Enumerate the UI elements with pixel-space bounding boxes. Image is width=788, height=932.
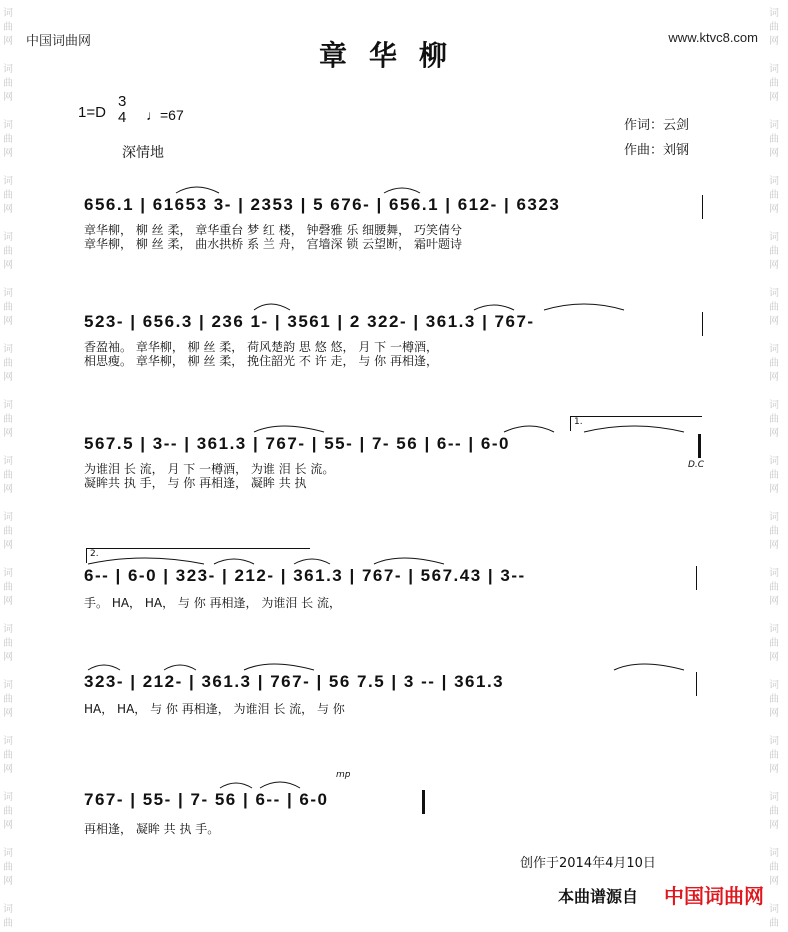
watermark-char: 网 (3, 708, 13, 719)
lyrics-verse-1: 章华柳， 柳 丝 柔， 章华重台 梦 红 楼， 钟磬雅 乐 细腰舞， 巧笑倩兮 (84, 223, 462, 237)
watermark-char: 词 (769, 232, 779, 243)
barline (702, 312, 703, 336)
watermark-char: 曲 (3, 78, 13, 89)
watermark-char: 词 (769, 904, 779, 915)
volta-second-ending: 2. (86, 548, 310, 563)
watermark-char: 词 (3, 680, 13, 691)
creation-date: 创作于2014年4月10日 (520, 856, 656, 871)
slur-marks (84, 181, 704, 195)
watermark-char: 网 (3, 596, 13, 607)
watermark-char: 网 (3, 652, 13, 663)
watermark-char: 词 (769, 120, 779, 131)
watermark-char: 词 (3, 512, 13, 523)
barline (696, 566, 697, 590)
watermark-char: 曲 (3, 694, 13, 705)
watermark-char: 词 (3, 904, 13, 915)
watermark-char: 词 (769, 512, 779, 523)
watermark-char: 网 (3, 428, 13, 439)
watermark-char: 网 (3, 36, 13, 47)
watermark-char: 曲 (3, 470, 13, 481)
watermark-char: 词 (769, 288, 779, 299)
lyrics-verse-1: 再相逢， 凝眸 共 执 手。 (84, 822, 220, 836)
lyrics-verse-2: 相思瘦。 章华柳， 柳 丝 柔， 挽住韶光 不 许 走， 与 你 再相逢， (84, 354, 438, 368)
watermark-char: 词 (3, 288, 13, 299)
watermark-char: 词 (769, 568, 779, 579)
final-barline (422, 790, 425, 814)
lyrics-verse-1: 为谁泪 长 流， 月 下 一樽酒， 为谁 泪 长 流。 (84, 462, 335, 476)
site-name-top-left: 中国词曲网 (26, 34, 92, 49)
song-title: 章华柳 (318, 39, 469, 72)
watermark-char: 词 (3, 400, 13, 411)
watermark-char: 词 (769, 400, 779, 411)
watermark-char: 词 (769, 176, 779, 187)
watermark-char: 曲 (769, 526, 779, 537)
watermark-char: 词 (769, 344, 779, 355)
watermark-char: 曲 (3, 750, 13, 761)
lyrics-verse-1: 手。 HA， HA， 与 你 再相逢， 为谁泪 长 流， (84, 596, 341, 610)
watermark-char: 网 (769, 708, 779, 719)
watermark-char: 网 (3, 316, 13, 327)
watermark-char: 词 (3, 456, 13, 467)
composer-credit: 作曲：刘钢 (624, 143, 690, 158)
watermark-char: 网 (769, 148, 779, 159)
watermark-char: 网 (769, 260, 779, 271)
watermark-right (769, 0, 785, 932)
lyrics-verse-2: 凝眸共 执 手， 与 你 再相逢， 凝眸 共 执 (84, 476, 307, 490)
meter-bottom: 4 (118, 109, 127, 126)
watermark-char: 网 (769, 428, 779, 439)
site-url-top-right: www.ktvc8.com (668, 30, 758, 45)
watermark-char: 曲 (769, 134, 779, 145)
meter-top: 3 (118, 93, 127, 110)
watermark-char: 词 (3, 8, 13, 19)
watermark-char: 词 (769, 792, 779, 803)
watermark-char: 曲 (3, 582, 13, 593)
note-line: 567.5 | 3-- | 361.3 | 767- | 55- | 7- 56 | 6-- | 6-0 (84, 434, 510, 453)
watermark-char: 词 (769, 736, 779, 747)
note-line: 6-- | 6-0 | 323- | 212- | 361.3 | 767- | 567.43 | 3-- (84, 566, 526, 585)
watermark-char: 词 (769, 8, 779, 19)
watermark-char: 网 (769, 596, 779, 607)
lyrics-verse-1: HA， HA， 与 你 再相逢， 为谁泪 长 流， 与 你 (84, 702, 345, 716)
watermark-char: 网 (769, 820, 779, 831)
key-signature: 1=D (78, 104, 106, 121)
watermark-char: 曲 (769, 78, 779, 89)
watermark-char: 曲 (3, 358, 13, 369)
watermark-char: 曲 (769, 470, 779, 481)
watermark-char: 网 (3, 372, 13, 383)
dynamic-marking: mp (336, 770, 351, 780)
watermark-char: 网 (3, 148, 13, 159)
watermark-left (3, 0, 19, 932)
watermark-char: 曲 (3, 806, 13, 817)
volta-first-ending: 1. (570, 416, 702, 431)
watermark-char: 网 (769, 484, 779, 495)
watermark-char: 曲 (3, 918, 13, 929)
note-line: 523- | 656.3 | 236 1- | 3561 | 2 322- | 361.3 | 767- (84, 312, 535, 331)
slur-marks (84, 298, 704, 312)
barline (696, 672, 697, 696)
watermark-char: 网 (3, 764, 13, 775)
watermark-char: 曲 (3, 638, 13, 649)
watermark-char: 曲 (769, 414, 779, 425)
watermark-char: 网 (769, 876, 779, 887)
source-label: 本曲谱源自 (558, 887, 639, 906)
watermark-char: 网 (769, 204, 779, 215)
source-site-name: 中国词曲网 (664, 884, 764, 908)
watermark-char: 曲 (769, 302, 779, 313)
watermark-char: 曲 (3, 302, 13, 313)
watermark-char: 曲 (3, 134, 13, 145)
watermark-char: 词 (769, 624, 779, 635)
watermark-char: 曲 (769, 358, 779, 369)
watermark-char: 网 (769, 372, 779, 383)
watermark-char: 曲 (769, 918, 779, 929)
watermark-char: 网 (3, 204, 13, 215)
watermark-char: 曲 (769, 694, 779, 705)
watermark-char: 网 (3, 92, 13, 103)
watermark-char: 词 (3, 792, 13, 803)
watermark-char: 网 (769, 540, 779, 551)
watermark-char: 曲 (769, 246, 779, 257)
watermark-char: 网 (769, 652, 779, 663)
watermark-char: 曲 (769, 806, 779, 817)
lyricist-credit: 作词：云剑 (624, 118, 690, 133)
watermark-char: 网 (3, 876, 13, 887)
watermark-char: 词 (769, 64, 779, 75)
final-barline (698, 434, 701, 458)
da-capo-mark: D.C (688, 460, 705, 470)
note-line: 656.1 | 61653 3- | 2353 | 5 676- | 656.1 | 612- | 6323 (84, 195, 561, 214)
watermark-char: 曲 (3, 22, 13, 33)
slur-marks (84, 776, 704, 790)
watermark-char: 词 (3, 176, 13, 187)
watermark-char: 曲 (769, 22, 779, 33)
watermark-char: 网 (3, 484, 13, 495)
lyrics-verse-2: 章华柳， 柳 丝 柔， 曲水拱桥 系 兰 舟， 宫墙深 锁 云望断， 霜叶题诗 (84, 237, 462, 251)
slur-marks (84, 658, 704, 672)
watermark-char: 词 (3, 232, 13, 243)
watermark-char: 曲 (769, 190, 779, 201)
watermark-char: 曲 (769, 582, 779, 593)
watermark-char: 网 (3, 540, 13, 551)
watermark-char: 词 (3, 624, 13, 635)
watermark-char: 网 (769, 92, 779, 103)
watermark-char: 词 (3, 848, 13, 859)
watermark-char: 词 (769, 680, 779, 691)
watermark-char: 曲 (769, 750, 779, 761)
watermark-char: 网 (769, 316, 779, 327)
watermark-char: 网 (769, 764, 779, 775)
time-signature (118, 94, 126, 126)
watermark-char: 曲 (3, 190, 13, 201)
lyrics-verse-1: 香盈袖。 章华柳， 柳 丝 柔， 荷风楚韵 思 悠 悠， 月 下 一樽酒， (84, 340, 438, 354)
watermark-char: 网 (769, 36, 779, 47)
tempo-marking: ♩=67 (146, 107, 184, 123)
watermark-char: 词 (3, 64, 13, 75)
watermark-char: 词 (3, 736, 13, 747)
watermark-char: 网 (3, 820, 13, 831)
watermark-char: 网 (3, 260, 13, 271)
watermark-char: 曲 (3, 526, 13, 537)
watermark-char: 曲 (3, 246, 13, 257)
watermark-char: 词 (3, 344, 13, 355)
expression-marking: 深情地 (122, 145, 164, 161)
watermark-char: 曲 (769, 638, 779, 649)
watermark-char: 曲 (3, 414, 13, 425)
watermark-char: 曲 (3, 862, 13, 873)
watermark-char: 词 (769, 848, 779, 859)
watermark-char: 曲 (769, 862, 779, 873)
note-line: 323- | 212- | 361.3 | 767- | 56 7.5 | 3 -- | 361.3 (84, 672, 505, 691)
watermark-char: 词 (3, 568, 13, 579)
note-line: 767- | 55- | 7- 56 | 6-- | 6-0 (84, 790, 329, 809)
watermark-char: 词 (3, 120, 13, 131)
watermark-char: 词 (769, 456, 779, 467)
barline (702, 195, 703, 219)
